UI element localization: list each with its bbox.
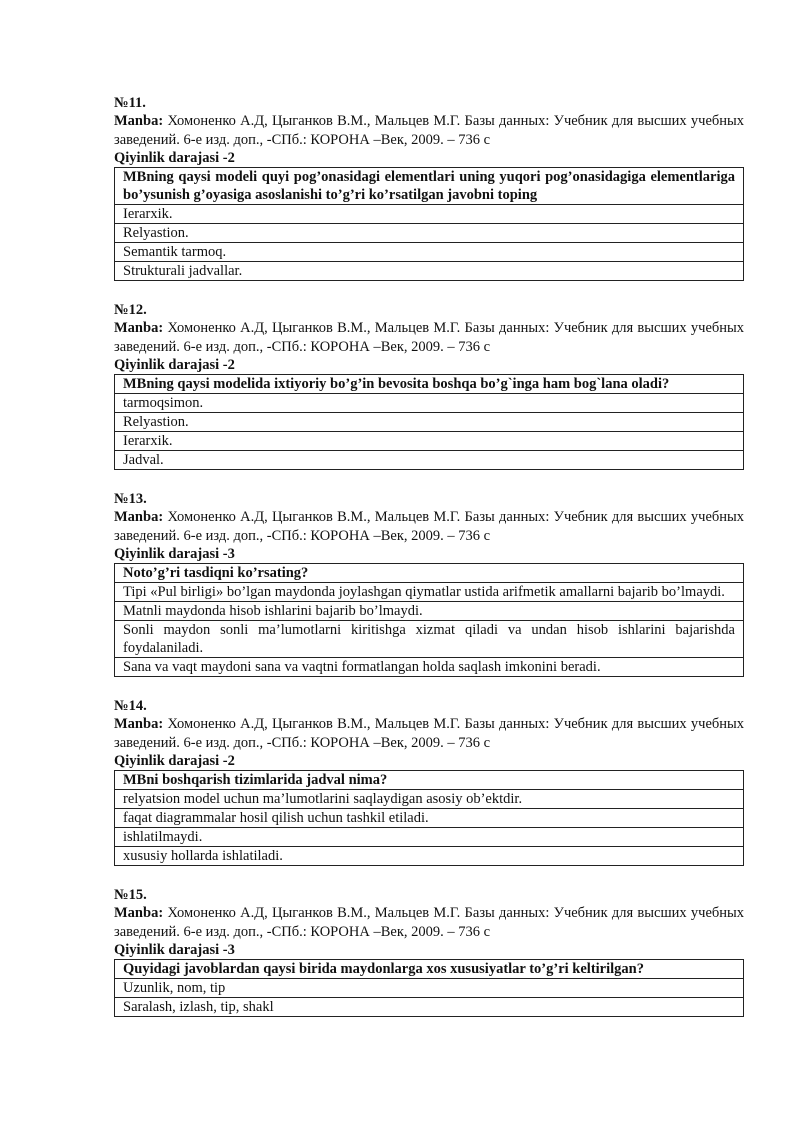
difficulty-level: Qiyinlik darajasi -3	[114, 546, 235, 562]
option-row	[115, 583, 744, 602]
prompt-row	[115, 564, 744, 583]
option-row	[115, 847, 744, 866]
question-number: №14.	[114, 698, 147, 714]
question-number: №15.	[114, 887, 147, 903]
answer-option: ishlatilmaydi.	[115, 828, 744, 847]
option-row	[115, 998, 744, 1017]
question-14	[114, 697, 744, 866]
question-table	[114, 563, 744, 677]
answer-option: xususiy hollarda ishlatiladi.	[115, 847, 744, 866]
source-text: Хомоненко А.Д, Цыганков В.М., Мальцев М.Г. Базы данных: Учебник для высших учебных заведений. 6-е изд. доп., -СПб.: КОРОНА –Век, 2009. – 736 с	[114, 905, 745, 940]
source-label: Manba:	[114, 509, 164, 525]
option-row	[115, 809, 744, 828]
option-row	[115, 224, 744, 243]
option-row	[115, 262, 744, 281]
source-reference	[114, 319, 744, 357]
source-reference	[114, 904, 744, 942]
option-row	[115, 451, 744, 470]
answer-option: Saralash, izlash, tip, shakl	[115, 998, 744, 1017]
question-prompt: MBni boshqarish tizimlarida jadval nima?	[115, 771, 744, 790]
source-label: Manba:	[114, 320, 164, 336]
answer-option: Sana va vaqt maydoni sana va vaqtni formatlangan holda saqlash imkonini beradi.	[115, 658, 744, 677]
source-label: Manba:	[114, 905, 164, 921]
option-row	[115, 658, 744, 677]
difficulty-level: Qiyinlik darajasi -2	[114, 357, 235, 373]
answer-option: Uzunlik, nom, tip	[115, 979, 744, 998]
difficulty-level: Qiyinlik darajasi -2	[114, 150, 235, 166]
question-table	[114, 167, 744, 281]
question-15	[114, 886, 744, 1017]
option-row	[115, 205, 744, 224]
prompt-row	[115, 375, 744, 394]
option-row	[115, 621, 744, 658]
source-text: Хомоненко А.Д, Цыганков В.М., Мальцев М.Г. Базы данных: Учебник для высших учебных заведений. 6-е изд. доп., -СПб.: КОРОНА –Век, 2009. – 736 с	[114, 320, 745, 355]
answer-option: Ierarxik.	[115, 205, 744, 224]
answer-option: relyatsion model uchun ma’lumotlarini saqlaydigan asosiy ob’ektdir.	[115, 790, 744, 809]
option-row	[115, 394, 744, 413]
answer-option: Matnli maydonda hisob ishlarini bajarib bo’lmaydi.	[115, 602, 744, 621]
option-row	[115, 432, 744, 451]
question-11	[114, 94, 744, 281]
question-number: №11.	[114, 95, 146, 111]
source-label: Manba:	[114, 716, 164, 732]
answer-option: Tipi «Pul birligi» bo’lgan maydonda joylashgan qiymatlar ustida arifmetik amallarni bajarib bo’lmaydi.	[115, 583, 744, 602]
question-prompt: MBning qaysi modeli quyi pog’onasidagi elementlari uning yuqori pog’onasidagiga elementlariga bo’ysunish g’oyasiga asoslanishi to’g’ri ko’rsatilgan javobni toping	[115, 168, 744, 205]
question-13	[114, 490, 744, 677]
difficulty-level: Qiyinlik darajasi -3	[114, 942, 235, 958]
question-12	[114, 301, 744, 470]
prompt-row	[115, 771, 744, 790]
answer-option: Semantik tarmoq.	[115, 243, 744, 262]
source-reference	[114, 508, 744, 546]
question-table	[114, 770, 744, 866]
source-label: Manba:	[114, 113, 164, 129]
answer-option: tarmoqsimon.	[115, 394, 744, 413]
source-reference	[114, 715, 744, 753]
option-row	[115, 413, 744, 432]
source-text: Хомоненко А.Д, Цыганков В.М., Мальцев М.Г. Базы данных: Учебник для высших учебных заведений. 6-е изд. доп., -СПб.: КОРОНА –Век, 2009. – 736 с	[114, 716, 745, 751]
question-number: №12.	[114, 302, 147, 318]
option-row	[115, 243, 744, 262]
answer-option: Relyastion.	[115, 413, 744, 432]
source-text: Хомоненко А.Д, Цыганков В.М., Мальцев М.Г. Базы данных: Учебник для высших учебных заведений. 6-е изд. доп., -СПб.: КОРОНА –Век, 2009. – 736 с	[114, 113, 745, 148]
prompt-row	[115, 168, 744, 205]
answer-option: Ierarxik.	[115, 432, 744, 451]
answer-option: Strukturali jadvallar.	[115, 262, 744, 281]
option-row	[115, 979, 744, 998]
option-row	[115, 828, 744, 847]
answer-option: Relyastion.	[115, 224, 744, 243]
source-reference	[114, 112, 744, 150]
question-table	[114, 959, 744, 1017]
question-number: №13.	[114, 491, 147, 507]
question-table	[114, 374, 744, 470]
question-prompt: Noto’g’ri tasdiqni ko’rsating?	[115, 564, 744, 583]
question-prompt: MBning qaysi modelida ixtiyoriy bo’g’in bevosita boshqa bo’g`inga ham bog`lana oladi?	[115, 375, 744, 394]
option-row	[115, 790, 744, 809]
test-document	[114, 94, 744, 1037]
prompt-row	[115, 960, 744, 979]
question-prompt: Quyidagi javoblardan qaysi birida maydonlarga xos xususiyatlar to’g’ri keltirilgan?	[115, 960, 744, 979]
answer-option: Sonli maydon sonli ma’lumotlarni kiritishga xizmat qiladi va undan hisob ishlarini bajarishda foydalaniladi.	[115, 621, 744, 658]
answer-option: Jadval.	[115, 451, 744, 470]
source-text: Хомоненко А.Д, Цыганков В.М., Мальцев М.Г. Базы данных: Учебник для высших учебных заведений. 6-е изд. доп., -СПб.: КОРОНА –Век, 2009. – 736 с	[114, 509, 745, 544]
answer-option: faqat diagrammalar hosil qilish uchun tashkil etiladi.	[115, 809, 744, 828]
difficulty-level: Qiyinlik darajasi -2	[114, 753, 235, 769]
option-row	[115, 602, 744, 621]
